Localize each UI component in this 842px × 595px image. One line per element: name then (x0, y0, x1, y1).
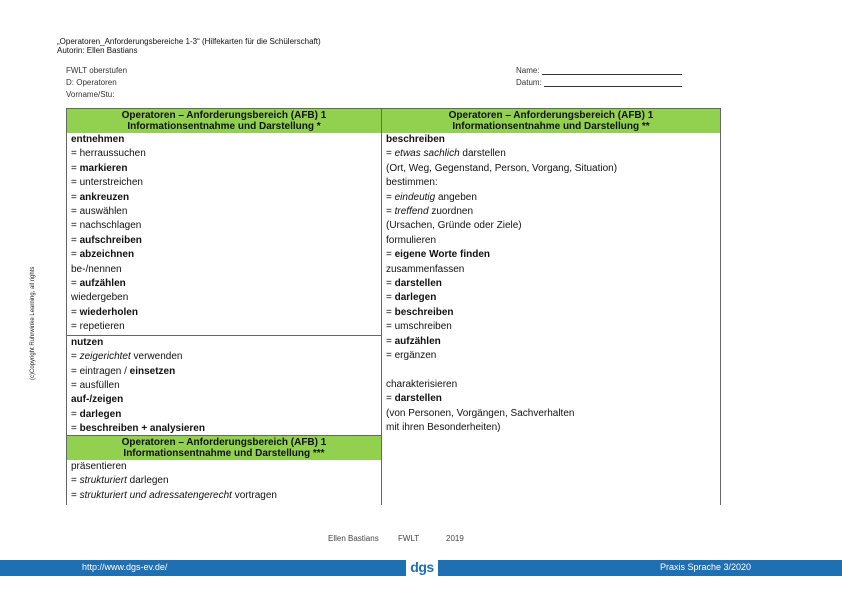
operator-item (67, 306, 381, 320)
operator-text: charakterisieren (386, 378, 458, 390)
operator-bold: darstellen (394, 393, 442, 405)
left-item-list-2 (67, 335, 381, 437)
operator-item (382, 364, 720, 378)
operator-text: zuordnen (428, 206, 474, 218)
operator-item (67, 234, 381, 248)
footer-issue: Praxis Sprache 3/2020 (660, 562, 752, 572)
document-title: „Operatoren_Anforderungsbereiche 1-3“ (Hilfekarten für die Schülerschaft) (57, 37, 321, 46)
operator-italic: strukturiert (79, 475, 127, 487)
operator-item (382, 291, 720, 305)
operator-text: = (71, 306, 80, 318)
operator-item (382, 349, 720, 363)
operator-text: = ergänzen (386, 350, 437, 362)
operator-text: = (71, 408, 80, 420)
right-header-line1: Operatoren – Anforderungsbereich (AFB) 1 (448, 110, 654, 121)
dgs-logo: dgs (406, 558, 438, 576)
operator-text: darstellen (459, 148, 506, 160)
operator-text: angeben (435, 191, 477, 203)
operator-item (67, 320, 381, 334)
operator-text: = (71, 475, 80, 487)
operator-item (382, 162, 720, 176)
side-copyright: (c)Copyright Ruhrwinke Learning, all rights (30, 266, 36, 380)
operator-italic: zeigerichtet (79, 351, 131, 363)
operator-text: = (71, 234, 80, 246)
operator-item (382, 219, 720, 233)
operator-text: (von Personen, Vorgängen, Sachverhalten (386, 407, 575, 419)
operator-item (67, 162, 381, 176)
operator-item (67, 350, 381, 364)
operator-item (382, 176, 720, 190)
left-item-list-3 (67, 460, 381, 503)
operator-text: = (71, 278, 80, 290)
operator-bold: eigene Worte finden (394, 249, 491, 261)
operator-item (382, 248, 720, 262)
operator-text: = eintragen / (71, 365, 130, 377)
operator-item (67, 277, 381, 291)
operator-item (382, 320, 720, 334)
operator-text: = (386, 249, 395, 261)
operator-bold: darlegen (79, 408, 122, 420)
operator-item (382, 205, 720, 219)
operator-item (67, 489, 381, 503)
operator-text: = repetieren (71, 321, 125, 333)
operator-italic: etwas sachlich (394, 148, 460, 160)
operator-item (382, 133, 720, 147)
operator-bold: darlegen (394, 292, 437, 304)
left-header3-line2: Informationsentnahme und Darstellung *** (123, 448, 325, 459)
operator-item (382, 407, 720, 421)
operator-text: = (71, 351, 80, 363)
left-column (66, 108, 382, 436)
operator-text: = (386, 393, 395, 405)
operator-text: verwenden (130, 351, 183, 363)
left-column-2 (66, 435, 382, 505)
operator-text: wiedergeben (71, 292, 129, 304)
name-field[interactable] (516, 66, 682, 75)
operator-item (382, 392, 720, 406)
date-line (544, 86, 682, 87)
operator-item (382, 335, 720, 349)
left-header-line2: Informationsentnahme und Darstellung * (127, 121, 321, 132)
operator-item (67, 336, 381, 350)
operator-bold: wiederholen (79, 306, 138, 318)
operator-item (67, 248, 381, 262)
operator-text: = (386, 278, 395, 290)
operator-bold: darstellen (394, 278, 442, 290)
operator-text: = (71, 489, 80, 501)
name-line (542, 74, 682, 75)
footer-author: Ellen Bastians (328, 534, 379, 543)
operator-item (67, 379, 381, 393)
left-column-header-3 (67, 436, 381, 460)
name-label: Name: (516, 66, 540, 75)
operator-text: = (71, 191, 80, 203)
operator-text: = herraussuchen (71, 148, 146, 160)
left-item-list (67, 133, 381, 335)
operator-text: = (386, 292, 395, 304)
operator-bold: ankreuzen (79, 191, 130, 203)
operator-text: = (71, 249, 80, 261)
operator-item (67, 219, 381, 233)
operator-text: = (71, 423, 80, 435)
left-header3-line1: Operatoren – Anforderungsbereich (AFB) 1 (121, 437, 327, 448)
operator-item (382, 378, 720, 392)
operator-text: = (71, 162, 80, 174)
operator-item (382, 277, 720, 291)
operator-bold: markieren (79, 162, 128, 174)
operator-item (67, 176, 381, 190)
operator-italic: eindeutig (394, 191, 436, 203)
operator-bold: einsetzen (129, 365, 176, 377)
operator-item (382, 147, 720, 161)
operator-item (67, 474, 381, 488)
operator-text: (Ort, Weg, Gegenstand, Person, Vorgang, Situation) (386, 162, 618, 174)
operator-text: = auswählen (71, 206, 128, 218)
operator-item (67, 291, 381, 305)
operator-text: mit ihren Besonderheiten) (386, 422, 501, 434)
form-firstname: Vorname/Stu: (66, 90, 115, 99)
operator-text: = (386, 191, 395, 203)
operator-bold: entnehmen (71, 134, 125, 145)
operator-item (67, 393, 381, 407)
operator-text: darlegen (126, 475, 169, 487)
operator-bold: aufzählen (394, 335, 441, 347)
right-item-list (382, 133, 720, 436)
operator-bold: beschreiben (394, 306, 454, 318)
operator-item (67, 147, 381, 161)
left-column-header (67, 109, 381, 133)
operator-bold: aufzählen (79, 278, 126, 290)
operator-item (67, 408, 381, 422)
right-header-line2: Informationsentnahme und Darstellung ** (452, 121, 650, 132)
operator-text: vortragen (231, 489, 277, 501)
operator-text: bestimmen: (386, 177, 438, 189)
operator-item (67, 365, 381, 379)
footer-year: 2019 (446, 534, 464, 543)
date-field[interactable] (516, 78, 682, 87)
footer-url-link[interactable]: http://www.dgs-ev.de/ (82, 562, 168, 572)
right-column-header (382, 109, 720, 133)
operator-text: = (386, 148, 395, 160)
operator-item (67, 205, 381, 219)
document-author: Autorin: Ellen Bastians (57, 46, 138, 55)
footer-subject: FWLT (398, 534, 420, 543)
operator-italic: strukturiert und adressatengerecht (79, 489, 232, 501)
operator-italic: treffend (394, 206, 429, 218)
form-doc: D: Operatoren (66, 78, 117, 87)
operator-text: = unterstreichen (71, 177, 143, 189)
operator-text: = nachschlagen (71, 220, 142, 232)
right-column (381, 108, 721, 505)
operator-bold: beschreiben (386, 134, 445, 145)
date-label: Datum: (516, 78, 542, 87)
operator-bold: beschreiben + analysieren (79, 423, 205, 435)
operator-item (382, 306, 720, 320)
operator-item (382, 263, 720, 277)
operator-text: (Ursachen, Gründe oder Ziele) (386, 220, 522, 232)
operator-text: = (386, 206, 395, 218)
operator-item (382, 234, 720, 248)
operator-item (67, 191, 381, 205)
operator-text: be-/nennen (71, 263, 122, 275)
operator-item (382, 191, 720, 205)
operator-bold: aufschreiben (79, 234, 142, 246)
operator-item (67, 263, 381, 277)
operator-text: zusammenfassen (386, 263, 465, 275)
operator-text: = (386, 335, 395, 347)
left-header-line1: Operatoren – Anforderungsbereich (AFB) 1 (121, 110, 327, 121)
operator-bold: auf-/zeigen (71, 394, 124, 406)
form-subject: FWLT oberstufen (66, 66, 128, 75)
operator-item (67, 460, 381, 474)
operator-text: formulieren (386, 234, 437, 246)
operator-text: präsentieren (71, 461, 127, 472)
operator-item (67, 133, 381, 147)
operator-item (382, 421, 720, 435)
operator-text: = umschreiben (386, 321, 452, 333)
operator-text: = ausfüllen (71, 379, 120, 391)
operator-bold: nutzen (71, 336, 104, 348)
operator-bold: abzeichnen (79, 249, 135, 261)
operator-text: = (386, 306, 395, 318)
